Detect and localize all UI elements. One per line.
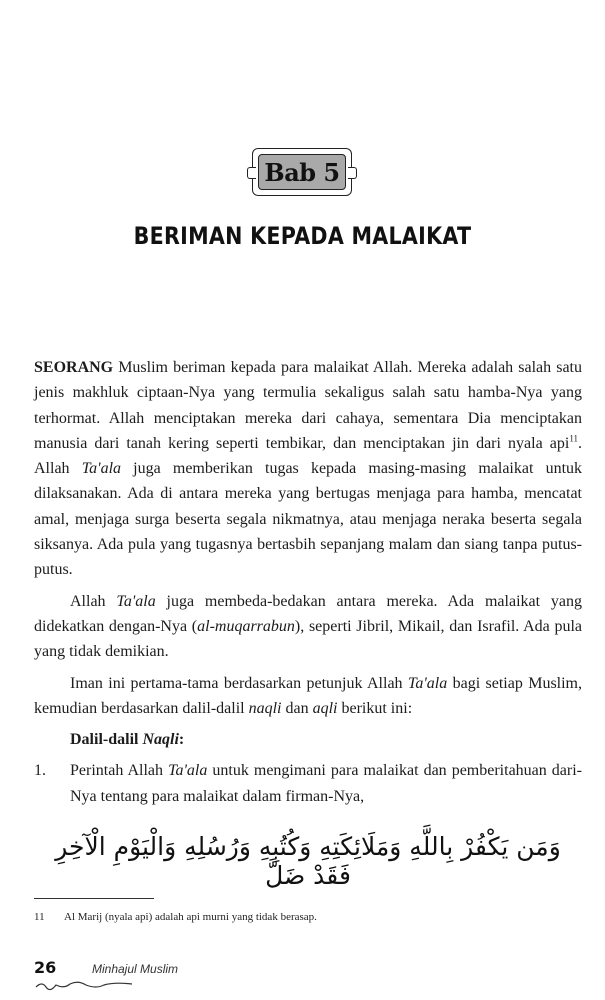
paragraph-2-term: al-muqarrabun: [197, 617, 295, 635]
chapter-badge-inner: [258, 154, 346, 190]
list-italic: Ta'ala: [168, 762, 208, 780]
paragraph-1: [34, 355, 582, 583]
paragraph-3-italic: Ta'ala: [407, 674, 448, 692]
subheading-prefix: Dalil-dalil: [70, 731, 143, 749]
paragraph-2: [34, 589, 582, 665]
chapter-badge: [252, 148, 352, 196]
paragraph-1-text-c: juga memberikan tugas kepada masing-masing malaikat untuk dilaksanakan. Ada di antara mereka yang bertugas menjaga para hamba, mencatat amal, menjaga surga beserta segala nikmatnya, atau menjaga neraka beserta segala siksanya. Ada pula yang tugasnya bertasbih sepanjang malam dan siang tanpa putus-putus.: [34, 460, 583, 579]
paragraph-3-text-a: Iman ini pertama-tama berdasarkan petunjuk Allah: [70, 674, 408, 692]
paragraph-1-text-b: . Allah: [34, 434, 582, 478]
list-number: 1.: [34, 762, 46, 780]
badge-notch-left: [247, 167, 256, 179]
footnote: [34, 911, 582, 923]
footnote-number: 11: [34, 911, 45, 923]
paragraph-3: [34, 671, 582, 722]
list-text-a: Perintah Allah: [70, 762, 169, 780]
paragraph-2-text-b: juga membeda-bedakan antara mereka. Ada malaikat yang didekatkan dengan-Nya (: [34, 592, 583, 635]
badge-notch-right: [348, 167, 357, 179]
paragraph-3-text-c: dan: [281, 699, 313, 717]
paragraph-1-text-a: Muslim beriman kepada para malaikat Allah. Mereka adalah salah satu jenis makhluk ciptaan-Nya yang termulia sekaligus salah satu hamba-Nya yang terhormat. Allah menciptakan mereka dari cahaya, sementara Dia menciptakan manusia dari tanah kering seperti tembikar, dan menciptakan jin dari nyala api: [34, 359, 582, 452]
list-item: [34, 758, 582, 809]
list-text-b: untuk mengimani para malaikat dan pemberitahuan dari-Nya tentang para malaikat dalam firman-Nya,: [70, 762, 583, 805]
chapter-badge-label: Bab 5: [264, 157, 340, 187]
footnote-text: Al Marij (nyala api) adalah api murni yang tidak berasap.: [64, 911, 317, 923]
body-text: [34, 355, 582, 809]
paragraph-3-text-d: berikut ini:: [337, 699, 413, 717]
paragraph-1-italic: Ta'ala: [81, 460, 122, 478]
list-text: [70, 758, 582, 809]
paragraph-2-italic: Ta'ala: [116, 592, 156, 610]
running-title: Minhajul Muslim: [92, 962, 179, 976]
flourish-ornament: [34, 979, 134, 991]
paragraph-2-text-a: Allah: [70, 592, 117, 610]
chapter-title: BERIMAN KEPADA MALAIKAT: [133, 222, 472, 250]
arabic-verse: وَمَن يَكْفُرْ بِاللَّهِ وَمَلَائِكَتِهِ وَكُتُبِهِ وَرُسُلِهِ وَالْيَوْمِ الْآخِرِ فَقَدْ ضَلَّ: [55, 832, 561, 890]
subheading-suffix: :: [178, 731, 185, 749]
footnote-divider: [34, 898, 154, 899]
page-number: 26: [34, 958, 57, 977]
footnote-ref: 11: [569, 433, 578, 444]
paragraph-3-text-b: bagi setiap Muslim, kemudian berdasarkan dalil-dalil: [34, 674, 583, 717]
subheading: [34, 727, 582, 752]
subheading-term: Naqli: [142, 731, 179, 749]
paragraph-3-naqli: naqli: [248, 699, 282, 717]
paragraph-3-aqli: aqli: [312, 699, 338, 717]
paragraph-2-text-c: ), seperti Jibril, Mikail, dan Israfil. Ada pula yang tidak demikian.: [34, 617, 582, 661]
lead-word: SEORANG: [34, 359, 114, 376]
